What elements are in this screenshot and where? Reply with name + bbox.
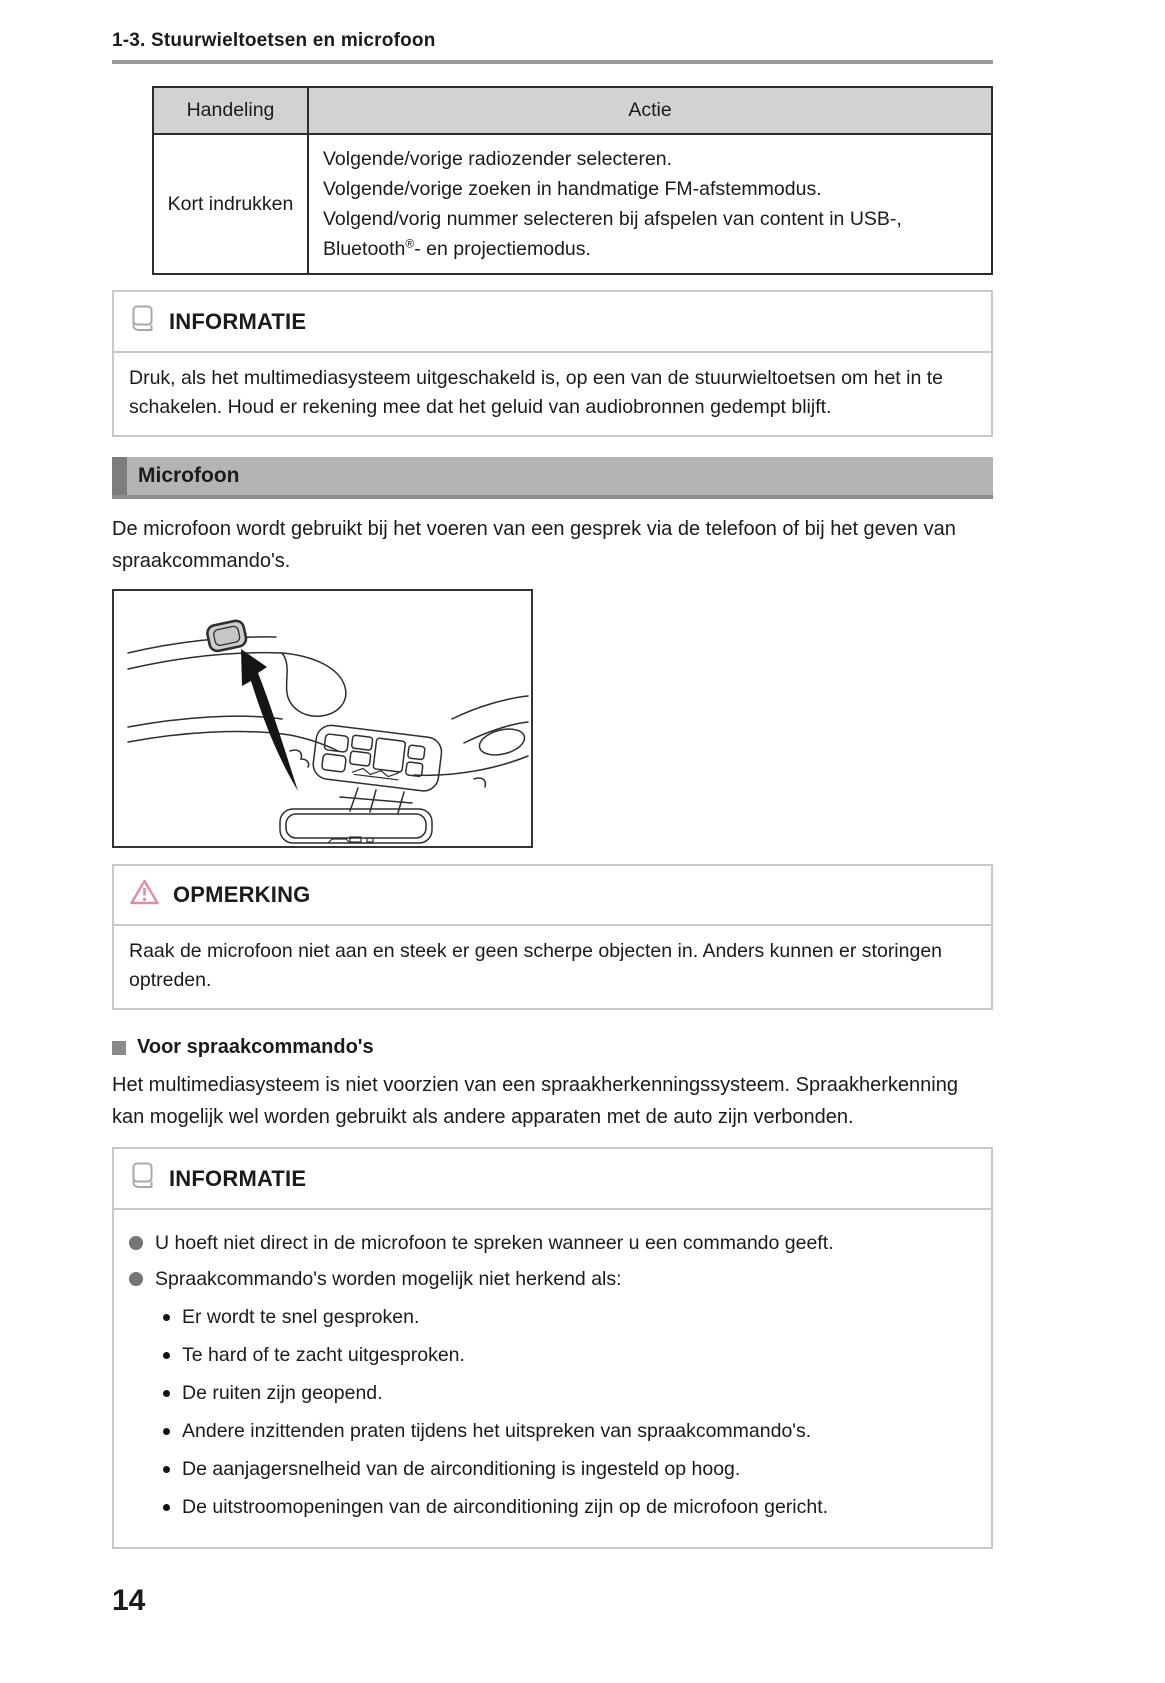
info2-list (114, 1210, 991, 1547)
warning-box-header (114, 866, 991, 926)
table-header-actie: Actie (308, 87, 992, 134)
warning-box-body: Raak de microfoon niet aan en steek er geen scherpe objecten in. Anders kunnen er storingen optreden. (129, 940, 943, 991)
bullet-text: Spraakcommando's worden mogelijk niet herkend als: (155, 1268, 622, 1290)
sub-bullet-dot-icon (163, 1504, 170, 1511)
voice-commands-paragraph: Het multimediasysteem is niet voorzien van een spraakherkenningssysteem. Spraakherkenning kan mogelijk wel worden gebruikt als andere apparaten met de auto zijn verbonden. (112, 1074, 958, 1128)
table-action-lines (308, 134, 992, 274)
book-icon (129, 1161, 156, 1196)
subsection-heading (112, 1036, 993, 1059)
warning-icon (129, 878, 160, 912)
section-header-tab (112, 457, 127, 495)
table-header-row (153, 87, 992, 134)
warning-box (112, 864, 993, 1010)
info-box-2 (112, 1147, 993, 1549)
microphone-location-illustration (112, 589, 533, 848)
car-ceiling-drawing (114, 591, 531, 846)
microphone-intro-paragraph: De microfoon wordt gebruikt bij het voeren van een gesprek via de telefoon of bij het geven van spraakcommando's. (112, 518, 956, 572)
bullet-dot-icon (129, 1236, 143, 1250)
section-title: Microfoon (138, 464, 240, 487)
info-sub-bullet-item (163, 1493, 976, 1522)
subsection-title: Voor spraakcommando's (137, 1036, 374, 1058)
sub-bullet-dot-icon (163, 1352, 170, 1359)
sub-bullet-dot-icon (163, 1314, 170, 1321)
warning-box-title: OPMERKING (173, 882, 311, 907)
sub-bullet-text: De uitstroomopeningen van de airconditioning zijn op de microfoon gericht. (182, 1496, 829, 1518)
table-header-handeling: Handeling (153, 87, 308, 134)
info-bullet-item (129, 1265, 976, 1294)
info-sub-bullet-item (163, 1341, 976, 1370)
bullet-dot-icon (129, 1272, 143, 1286)
table-cell-action: Kort indrukken (153, 134, 308, 274)
sub-bullet-text: De aanjagersnelheid van de airconditioning is ingesteld op hoog. (182, 1458, 741, 1480)
info-box-2-title: INFORMATIE (169, 1165, 307, 1191)
table-action-line: Volgende/vorige zoeken in handmatige FM-afstemmodus. (323, 178, 822, 200)
info-sub-bullet-item (163, 1303, 976, 1332)
page-content (112, 30, 993, 1549)
table-action-line: Volgende/vorige radiozender selecteren. (323, 148, 673, 170)
page-title: 1-3. Stuurwieltoetsen en microfoon (112, 30, 436, 51)
info-bullet-item (129, 1229, 976, 1258)
section-header-microfoon (112, 457, 993, 495)
title-divider (112, 60, 993, 64)
table-action-line: Volgend/vorig nummer selecteren bij afspelen van content in USB-, Bluetooth®- en projectiemodus. (323, 208, 902, 260)
square-bullet-icon (112, 1041, 126, 1055)
steering-wheel-actions-table (152, 86, 993, 275)
sub-bullet-dot-icon (163, 1428, 170, 1435)
info-sub-bullet-item (163, 1379, 976, 1408)
sub-bullet-dot-icon (163, 1390, 170, 1397)
page-number: 14 (112, 1584, 146, 1617)
info-sub-bullet-item (163, 1455, 976, 1484)
microphone-icon (206, 619, 248, 652)
sub-bullet-dot-icon (163, 1466, 170, 1473)
sub-bullet-text: De ruiten zijn geopend. (182, 1382, 383, 1404)
info-box-1-title: INFORMATIE (169, 308, 307, 334)
sub-bullet-text: Andere inzittenden praten tijdens het uitspreken van spraakcommando's. (182, 1420, 812, 1442)
sub-bullet-text: Te hard of te zacht uitgesproken. (182, 1344, 465, 1366)
book-icon (129, 304, 156, 339)
info-box-2-header (114, 1149, 991, 1210)
sub-bullet-text: Er wordt te snel gesproken. (182, 1306, 420, 1328)
info-box-1-header (114, 292, 991, 353)
info-box-1 (112, 290, 993, 437)
info-box-1-body: Druk, als het multimediasysteem uitgeschakeld is, op een van de stuurwieltoetsen om het in te schakelen. Houd er rekening mee dat het geluid van audiobronnen gedempt blijft. (129, 367, 944, 418)
pointer-arrow-icon (241, 649, 298, 791)
info-sub-bullet-item (163, 1417, 976, 1446)
bullet-text: U hoeft niet direct in de microfoon te spreken wanneer u een commando geeft. (155, 1232, 834, 1254)
table-row (153, 134, 992, 274)
